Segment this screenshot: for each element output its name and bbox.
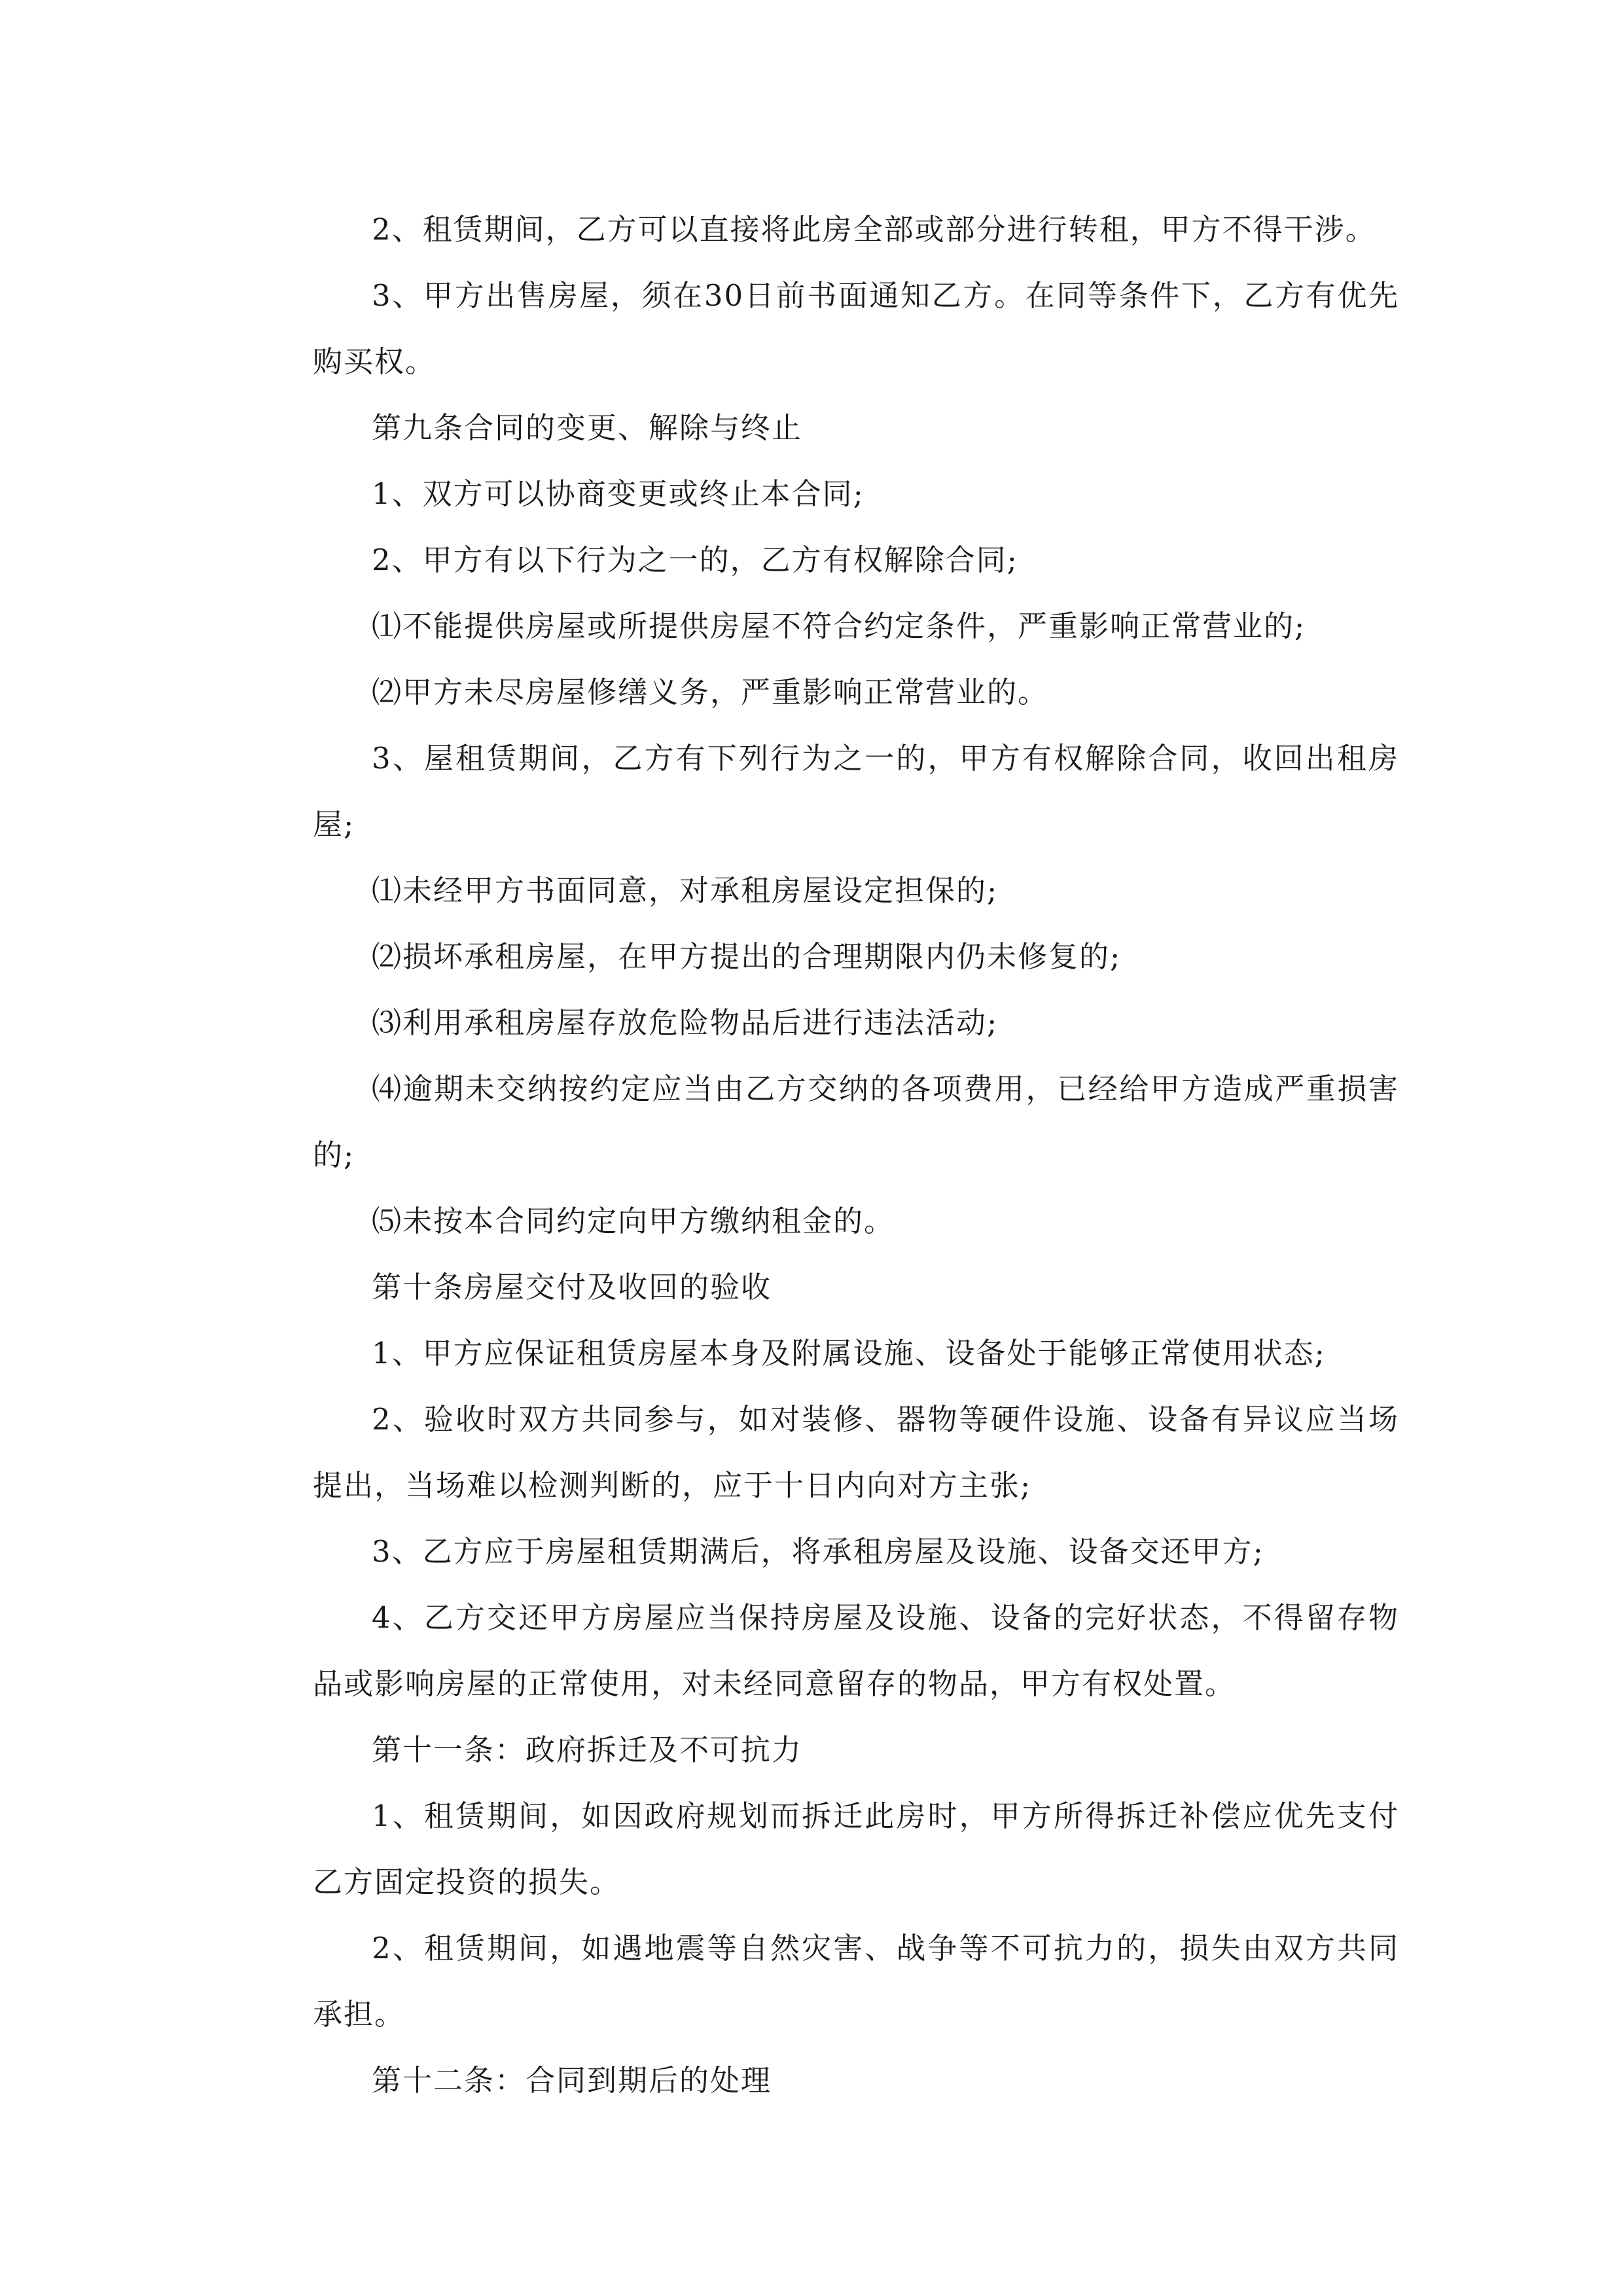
document-body xyxy=(313,196,1399,2113)
clause-item: 1、甲方应保证租赁房屋本身及附属设施、设备处于能够正常使用状态; xyxy=(372,1336,1326,1371)
sub-clause-item: ⑶利用承租房屋存放危险物品后进行违法活动; xyxy=(372,1005,999,1040)
clause-item: 3、甲方出售房屋，须在30日前书面通知乙方。在同等条件下，乙方有优先购买权。 xyxy=(313,278,1399,379)
article-heading: 第九条合同的变更、解除与终止 xyxy=(372,410,803,445)
sub-clause-item: ⑴不能提供房屋或所提供房屋不符合约定条件，严重影响正常营业的; xyxy=(372,609,1306,643)
clause-item: 2、租赁期间，如遇地震等自然灾害、战争等不可抗力的，损失由双方共同承担。 xyxy=(313,1931,1399,2032)
article-heading: 第十条房屋交付及收回的验收 xyxy=(372,1270,772,1304)
article-heading: 第十二条：合同到期后的处理 xyxy=(372,2063,772,2098)
clause-item: 2、租赁期间，乙方可以直接将此房全部或部分进行转租，甲方不得干涉。 xyxy=(372,212,1376,247)
sub-clause-item: ⑷逾期未交纳按约定应当由乙方交纳的各项费用，已经给甲方造成严重损害的; xyxy=(313,1071,1399,1172)
article-heading: 第十一条：政府拆迁及不可抗力 xyxy=(372,1732,803,1767)
sub-clause-item: ⑸未按本合同约定向甲方缴纳租金的。 xyxy=(372,1204,895,1238)
clause-item: 3、屋租赁期间，乙方有下列行为之一的，甲方有权解除合同，收回出租房屋; xyxy=(313,741,1399,842)
clause-item: 2、验收时双方共同参与，如对装修、器物等硬件设施、设备有异议应当场提出，当场难以检测判断的，应于十日内向对方主张; xyxy=(313,1402,1399,1503)
sub-clause-item: ⑵损坏承租房屋，在甲方提出的合理期限内仍未修复的; xyxy=(372,939,1122,974)
clause-item: 1、租赁期间，如因政府规划而拆迁此房时，甲方所得拆迁补偿应优先支付乙方固定投资的损失。 xyxy=(313,1799,1399,1899)
clause-item: 1、双方可以协商变更或终止本合同; xyxy=(372,476,865,511)
clause-item: 3、乙方应于房屋租赁期满后，将承租房屋及设施、设备交还甲方; xyxy=(372,1534,1264,1569)
clause-item: 4、乙方交还甲方房屋应当保持房屋及设施、设备的完好状态，不得留存物品或影响房屋的正常使用，对未经同意留存的物品，甲方有权处置。 xyxy=(313,1600,1399,1701)
clause-item: 2、甲方有以下行为之一的，乙方有权解除合同; xyxy=(372,543,1018,577)
sub-clause-item: ⑵甲方未尽房屋修缮义务，严重影响正常营业的。 xyxy=(372,675,1049,709)
sub-clause-item: ⑴未经甲方书面同意，对承租房屋设定担保的; xyxy=(372,873,999,908)
